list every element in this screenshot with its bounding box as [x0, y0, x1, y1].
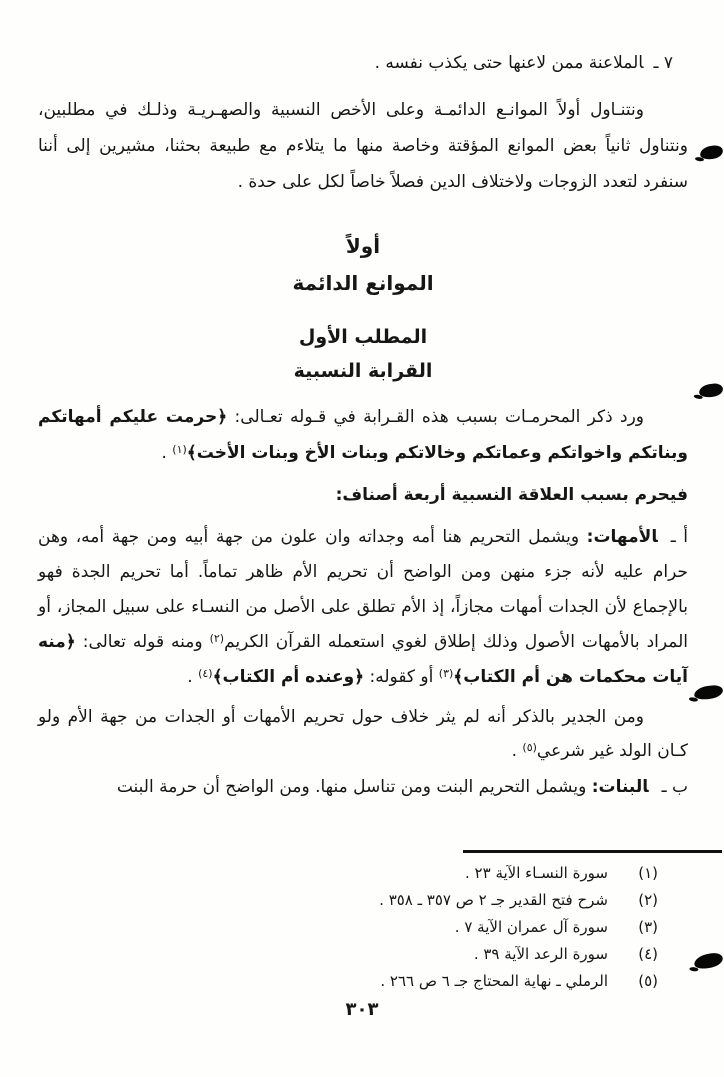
ink-smudge-3 — [693, 684, 724, 701]
footnote-row-1 — [40, 860, 722, 887]
footnote-2-marker: (٢) — [638, 891, 658, 909]
ink-smudge-2 — [698, 382, 724, 398]
footnote-row-2 — [40, 887, 722, 914]
note-text: ومن الجدير بالذكر أنه لم يثر خلاف حول تحريم الأمهات أو الجدات من جهة الأم ولو كـان الولد غير شرعي — [38, 707, 688, 761]
list-item-a-mothers — [38, 520, 688, 695]
heading-blood-kinship: القرابة النسبية — [293, 360, 433, 382]
item-a-tail: . — [187, 667, 199, 687]
quran-verse-muhkamat: ﴿منه آيات محكمات هن أم الكتاب﴾ — [38, 632, 688, 687]
item-a-text-2: ومنه قوله تعالى: — [75, 632, 210, 652]
footnote-1-marker: (١) — [638, 864, 658, 882]
quran-verse-nisa: ﴿حرمت عليكم أمهاتكم وبناتكم واخواتكم وعماتكم وخالاتكم وبنات الأخ وبنات الأخت﴾ — [38, 407, 688, 463]
note-tail: . — [511, 741, 523, 761]
footnote-row-5 — [40, 968, 722, 995]
footnote-4-text: سورة الرعد الآية ٣٩ . — [473, 945, 608, 963]
footnote-row-3 — [40, 914, 722, 941]
intro-paragraph: ونتنـاول أولاً الموانـع الدائمـة وعلى الأخص النسبية والصهـريـة وذلـك في مطلبين، ونتناول ثانياً بعض الموانع المؤقتة وخاصة منها ما يتلاءم مع طبيعة بحثنا، مشيرين إلى أننا سنفرد لتعدد الزوجات ولاختلاف الدين فصلاً خاصاً لكل على حدة . — [38, 100, 688, 192]
verse-paragraph — [38, 399, 688, 471]
footnote-ref-1: (١) — [172, 443, 187, 456]
heading-permanent-impediments: الموانع الدائمة — [292, 271, 434, 295]
page-body — [38, 48, 688, 803]
list-item-b-daughters — [38, 771, 688, 803]
footnotes-section — [40, 850, 722, 995]
page-number: ٣٠٣ — [345, 999, 379, 1020]
footnote-ref-4: (٤) — [198, 667, 213, 680]
item-a-text-3: أو كقوله: — [364, 667, 439, 687]
footnote-5-marker: (٥) — [638, 972, 658, 990]
verse-tail-text: . — [161, 443, 173, 463]
categories-intro-line: فيحرم بسبب العلاقة النسبية أربعة أصناف: — [335, 485, 688, 505]
item-b-text: ويشمل التحريم البنت ومن تناسل منها. ومن الواضح أن حرمة البنت — [116, 777, 592, 797]
footnote-5-text: الرملي ـ نهاية المحتاج جـ ٦ ص ٢٦٦ . — [380, 972, 608, 990]
item-b-marker: ب ـ — [661, 777, 688, 797]
item-b-label: البنات: — [591, 777, 649, 797]
item-a-text-1: ويشمل التحريم هنا أمه وجداته وان علون من جهة أبيه ومن جهة أمه، وهن حرام عليه لأنه جزء منهن ومن الواضح أن تحريم الأم ظاهر تماماً. أما تحريم الجدة فهو بالإجماع لأن الجدات أمهات مجازاً، إذ الأم تطلق على الأصل من النسـاء على سبيل المجاز، أو المراد بالأمهات الأصول وذلك إطلاق لغوي استعمله القرآن الكريم — [38, 527, 688, 652]
heading-awwalan: أولاً — [345, 234, 381, 258]
footnote-separator-rule — [463, 850, 722, 853]
footnote-ref-5: (٥) — [522, 741, 537, 754]
footnote-3-text: سورة آل عمران الآية ٧ . — [454, 918, 608, 936]
footnote-ref-3: (٣) — [438, 667, 454, 680]
item-7-number: ٧ ـ — [653, 53, 673, 73]
heading-first-demand: المطلب الأول — [298, 326, 428, 348]
verse-lead-text: ورد ذكر المحرمـات بسبب هذه القـرابة في قـوله تعـالى: — [227, 407, 644, 427]
item-7-text: الملاعنة ممن لاعنها حتى يكذب نفسه . — [374, 53, 644, 73]
footnote-ref-2: (٢) — [209, 632, 225, 645]
footnote-3-marker: (٣) — [638, 918, 658, 936]
footnote-2-text: شرح فتح القدير جـ ٢ ص ٣٥٧ ـ ٣٥٨ . — [379, 891, 608, 909]
ink-smudge-1 — [699, 144, 724, 161]
item-a-label: الأمهات: — [586, 527, 658, 547]
note-paragraph — [38, 700, 688, 768]
footnote-1-text: سورة النسـاء الآية ٢٣ . — [465, 864, 608, 882]
numbered-list-item-7 — [38, 48, 688, 79]
footnote-row-4 — [40, 941, 722, 968]
quran-verse-umm-alkitab: ﴿وعنده أم الكتاب﴾ — [212, 667, 365, 687]
footnote-4-marker: (٤) — [638, 945, 658, 963]
item-a-marker: أ ـ — [670, 527, 688, 547]
